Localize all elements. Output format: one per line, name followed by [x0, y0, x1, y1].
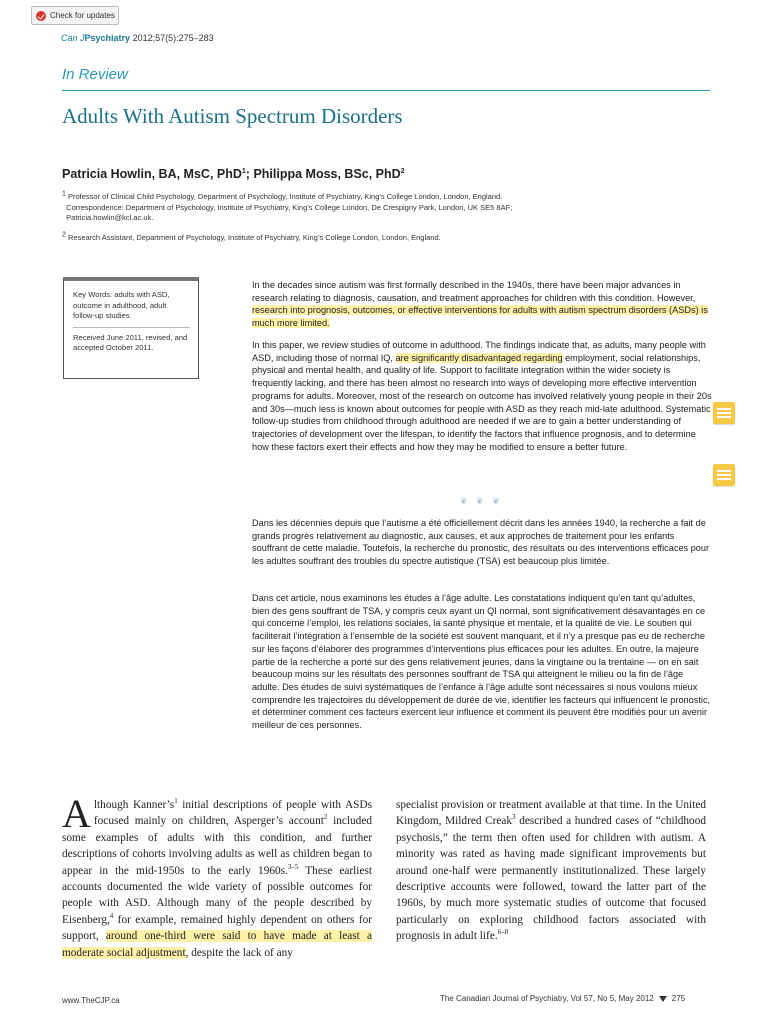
body-text: , despite the lack of any	[185, 946, 293, 959]
body-column-2	[396, 797, 706, 945]
abstract-en-p2-text-a: In this paper, we review studies of outcome in adulthood. The findings indicate that, as adults, many people with ASD, including those of normal IQ,	[252, 340, 706, 363]
highlight-annotation[interactable]: around one-third were said to have made at least a moderate social adjustment	[62, 930, 372, 959]
author-separator: ;	[245, 167, 254, 181]
abstract-en-p1-text: In the decades since autism was first formally described in the 1940s, there have been major advances in research relating to diagnosis, causation, and treatment approaches for children with this condition. However,	[252, 280, 696, 303]
citation: 2012;57(5):275–283	[132, 33, 214, 43]
author-email-link[interactable]: Patricia.howlin@kcl.ac.uk.	[66, 213, 154, 223]
body-text: These earliest accounts documented the wide variety of possible outcomes for people with ASD. Although many of the people described by Eisenberg,	[62, 864, 372, 926]
reference-marker[interactable]: 6–8	[497, 928, 509, 937]
author-2: Philippa Moss, BSc, PhD	[253, 167, 401, 181]
body-text: included some examples of adults with this condition, and further descriptions of cohorts involving adults as well as children began to appear in the mid-1950s to the early 1960s.	[62, 815, 372, 877]
section-divider	[62, 90, 710, 91]
page-footer	[440, 994, 685, 1003]
author-line	[62, 167, 405, 181]
abstract-en-p2-text-b: employment, social relationships, physical and mental health, and quality of life. Support to facilitate integration within the wider society is frequently lacking, and there has been almost no research into ways of developing more effective intervention programs for adults. Moreover, most of the research on outcome has involved relatively young people in their 20s and 30s—much less is known about outcomes for people with ASD as they reach mid-late adulthood. Systematic follow-up studies from childhood through adulthood are needed if we are to gain a better understanding of trajectories of development over the lifespan, to identify the factors that influence prognosis, and to determine how these factors exert their effects and how they may be modified to ensure a better future.	[252, 352, 712, 452]
reference-marker[interactable]: 2	[323, 813, 328, 822]
body-text: described a hundred cases of “childhood psychosis,” the term then often used for children with autism. A minority was rated as having made significant improvements but around one-half were permanently institutionalized. These largely descriptive accounts were followed, toward the latter part of the 1960s, by much more systematic studies of outcome that focused particularly on exploring childhood factors associated with prognosis in adult life.	[396, 815, 706, 943]
abstract-en-paragraph-1	[252, 279, 712, 330]
keywords: Key Words: adults with ASD, outcome in adulthood, adult follow-up studies	[73, 290, 170, 321]
received-dates: Received June 2011, revised, and accepted October 2011.	[73, 332, 188, 353]
body-column-1	[62, 791, 373, 961]
journal-name: Psychiatry	[84, 33, 131, 43]
abstract-fr-paragraph-2: Dans cet article, nous examinons les études à l’âge adulte. Les constatations indiquent qu’en tant qu’adultes, bien des gens souffrant de TSA, y compris ceux ayant un QI normal, sont significativement désavantagés en ce qui concerne l’emploi, les relations sociales, la santé physique et mentale, et la qualité de vie. Le soutien qui faciliterait l’intégration à l’ensemble de la société est souvent manquant, et il n’y a presque pas eu de recherche sur les façons d’élaborer des programmes d’interventions plus efficaces pour les adultes. En outre, la majeure partie de la recherche a porté sur des gens relativement jeunes, dans la vingtaine ou la trentaine — on en sait beaucoup moins sur les résultats des personnes souffrant de TSA qui atteignent le milieu ou la fin de l’âge adulte. Des études de suivi systématiques de l’enfance à l’âge adulte sont nécessaires si nous voulons mieux comprendre les trajectoires du développement de durée de vie, identifier les facteurs qui influencent le pronostic, et déterminer comment ces facteurs exercent leur influence et comment ils peuvent être modifiés pour un avenir meilleur de ces personnes.	[252, 593, 711, 731]
article-title: Adults With Autism Spectrum Disorders	[62, 104, 403, 128]
affiliation-1-line-2: Correspondence: Department of Psychology, Institute of Psychiatry, King’s College London, De Crespigny Park, London, UK SE5 8AF;	[66, 202, 513, 212]
reference-marker[interactable]: 1	[174, 797, 178, 806]
journal-website-link[interactable]: www.TheCJP.ca	[62, 996, 120, 1005]
journal-prefix: Can J	[61, 33, 85, 43]
journal-citation	[61, 33, 214, 43]
highlight-annotation[interactable]: research into prognosis, outcomes, or effective interventions for adults with autism spectrum disorders (ASDs) is much more limited.	[252, 305, 708, 329]
affiliation-2-mark: 2	[62, 231, 66, 239]
check-for-updates-button[interactable]	[31, 6, 119, 25]
comment-note-icon[interactable]	[713, 402, 735, 424]
highlight-annotation[interactable]: are significantly disadvantaged regarding	[395, 352, 563, 363]
abstract-en-paragraph-2	[252, 339, 712, 453]
abstract-fr-paragraph-1: Dans les décennies depuis que l’autisme a été officiellement décrit dans les années 1940, la recherche a fait de grands progrès relativement au diagnostic, aux causes, et aux approches de traitement pour les enfants souffrant de cette maladie. Toutefois, la recherche du pronostic, des résultats ou des interventions efficaces pour les adultes souffrant des troubles du spectre autistique (TSA) est beaucoup plus limitée.	[252, 518, 710, 567]
body-text: for example, remained highly dependent on others for support,	[62, 913, 372, 943]
author-2-mark: 2	[400, 167, 405, 175]
maple-leaf-divider-icon: ❦ ❦ ❦	[460, 496, 503, 506]
section-label: In Review	[62, 66, 128, 83]
check-for-updates-label: Check for updates	[50, 11, 115, 20]
comment-note-icon[interactable]	[713, 464, 735, 486]
body-text: initial descriptions of people with ASDs focused mainly on children, Asperger’s account	[93, 799, 373, 828]
author-1: Patricia Howlin, BA, MsC, PhD	[62, 167, 242, 181]
author-1-mark: 1	[241, 167, 246, 175]
affiliation-1-line-1: Professor of Clinical Child Psychology, Department of Psychology, Institute of Psychiatry, King’s College London, London, England.	[68, 192, 503, 201]
affiliation-2	[62, 233, 702, 244]
body-text: specialist provision or treatment available at that time. In the United Kingdom, Mildred Creak	[396, 799, 706, 828]
check-icon	[36, 11, 46, 21]
keywords-box	[63, 277, 199, 379]
maple-leaf-icon	[659, 996, 667, 1002]
keywords-divider	[73, 327, 190, 328]
footer-journal: The Canadian Journal of Psychiatry, Vol 57, No 5, May 2012	[440, 994, 654, 1003]
body-text: lthough Kanner’s	[93, 799, 175, 811]
reference-marker[interactable]: 3	[512, 813, 516, 822]
reference-marker[interactable]: 4	[109, 912, 114, 921]
affiliation-1	[62, 192, 702, 224]
drop-cap: A	[62, 791, 91, 836]
affiliation-1-mark: 1	[62, 190, 66, 198]
page-number: 275	[671, 994, 686, 1003]
reference-marker[interactable]: 3–5	[287, 862, 299, 871]
affiliation-2-line-1: Research Assistant, Department of Psychology, Institute of Psychiatry, King’s College London, London, England.	[68, 233, 441, 242]
